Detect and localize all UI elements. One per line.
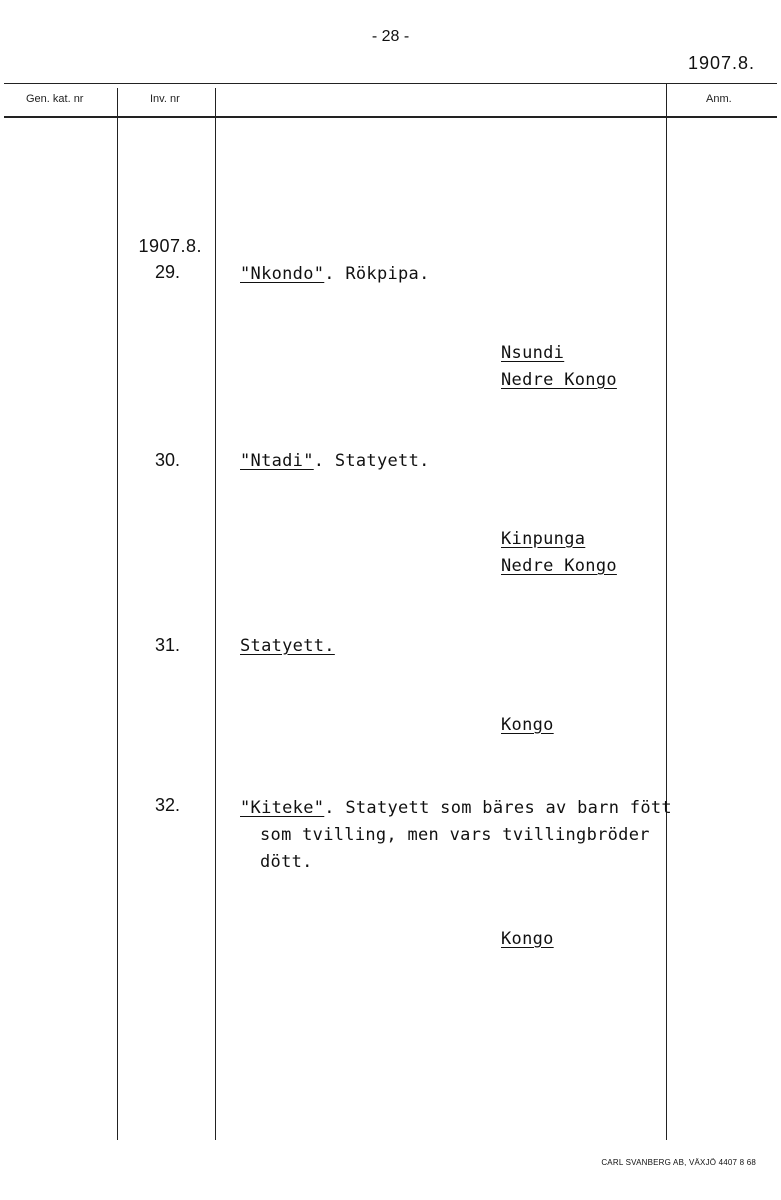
column-header-anm: Anm. bbox=[706, 93, 732, 105]
entry-31-location-1: Kongo bbox=[501, 715, 554, 735]
printer-imprint: CARL SVANBERG AB, VÄXJÖ 4407 8 68 bbox=[601, 1158, 756, 1167]
entry-31-description bbox=[240, 636, 335, 656]
entry-30-text: . Statyett. bbox=[313, 451, 430, 471]
entry-30-location-1: Kinpunga bbox=[501, 529, 586, 549]
entry-32-location-1: Kongo bbox=[501, 929, 554, 949]
entry-32-description bbox=[240, 795, 672, 876]
column-header-inv-nr: Inv. nr bbox=[150, 93, 180, 105]
header-top-rule bbox=[4, 83, 777, 84]
entry-32-name: "Kiteke" bbox=[240, 798, 325, 818]
entry-29-locations bbox=[501, 340, 617, 394]
entry-29-name: "Nkondo" bbox=[240, 264, 325, 284]
entry-31-name: Statyett. bbox=[240, 636, 335, 656]
entry-32-continuation-2: dött. bbox=[260, 852, 313, 872]
entry-30-name: "Ntadi" bbox=[240, 451, 314, 471]
accession-block-label: 1907.8. bbox=[138, 236, 202, 256]
inv-number-29: 29. bbox=[154, 262, 180, 282]
page-accession-number: 1907.8. bbox=[687, 53, 755, 73]
entry-29-location-2: Nedre Kongo bbox=[501, 370, 617, 390]
page-number: - 28 - bbox=[371, 28, 410, 45]
entry-29-text: . Rökpipa. bbox=[324, 264, 430, 284]
header-bottom-rule bbox=[4, 116, 777, 118]
inv-number-31: 31. bbox=[154, 635, 180, 655]
entry-30-locations bbox=[501, 526, 617, 580]
entry-30-location-2: Nedre Kongo bbox=[501, 556, 617, 576]
entry-29-location-1: Nsundi bbox=[501, 343, 565, 363]
entry-29-description bbox=[240, 264, 430, 284]
entry-32-text: . Statyett som bäres av barn fött bbox=[324, 798, 672, 818]
inv-number-30: 30. bbox=[154, 450, 180, 470]
inv-number-32: 32. bbox=[154, 795, 180, 815]
column-divider-3 bbox=[666, 84, 667, 1140]
column-header-gen-kat-nr: Gen. kat. nr bbox=[26, 93, 84, 105]
entry-32-locations bbox=[501, 926, 554, 953]
entry-30-description bbox=[240, 451, 430, 471]
entry-32-continuation-1: som tvilling, men vars tvillingbröder bbox=[260, 825, 650, 845]
column-divider-2 bbox=[215, 88, 216, 1140]
entry-31-locations bbox=[501, 712, 554, 739]
